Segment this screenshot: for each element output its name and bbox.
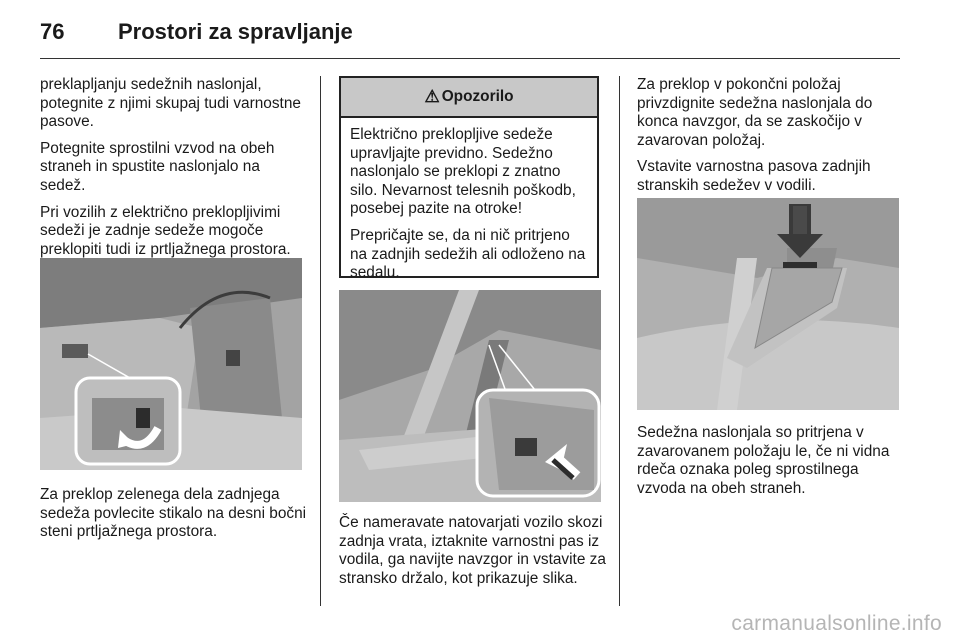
column-divider-2 bbox=[619, 76, 620, 606]
column-1-text bbox=[40, 76, 308, 267]
figure-belt-guide bbox=[637, 198, 899, 410]
paragraph: Pri vozilih z električno preklopljivimi sedeži je zadnje sedeže mogoče preklopiti tudi iz prtljažnega prostora. bbox=[40, 203, 291, 258]
caption-text: Za preklop zelenega dela zadnjega sedeža povlecite stikalo na desni bočni steni prtljažnega prostora. bbox=[40, 486, 307, 541]
belt-guide-illustration bbox=[637, 198, 899, 410]
figure-belt-holder bbox=[339, 290, 601, 502]
paragraph: Vstavite varnostna pasova zadnjih stranskih sedežev v vodili. bbox=[637, 158, 871, 194]
watermark-text: carmanualsonline.info bbox=[731, 612, 942, 635]
warning-title: Opozorilo bbox=[441, 88, 514, 105]
warning-box bbox=[339, 76, 599, 282]
caption-1 bbox=[40, 486, 308, 542]
caption-2 bbox=[339, 514, 607, 588]
warning-paragraph: Električno preklopljive sedeže upravljajte previdno. Sedežno naslonjalo se preklopi z znatno silo. Nevarnost telesnih poškodb, posebej pazite na otroke! bbox=[350, 126, 576, 218]
column-3-text bbox=[637, 76, 907, 204]
caption-text: Če nameravate natovarjati vozilo skozi zadnja vrata, iztaknite varnostni pas iz vodila, ga navijte navzgor in vstavite za stransko držalo, kot prikazuje slika. bbox=[339, 514, 606, 587]
chapter-title: Prostori za spravljanje bbox=[118, 19, 353, 44]
page-number: 76 bbox=[40, 19, 65, 44]
column-divider-1 bbox=[320, 76, 321, 606]
paragraph: Za preklop v pokončni položaj privzdignite sedežna naslonjala do konca navzgor, da se zaskočijo v zavarovan položaj. bbox=[637, 76, 873, 149]
trunk-switch-illustration bbox=[40, 258, 302, 470]
header-divider bbox=[40, 58, 900, 59]
figure-trunk-switch bbox=[40, 258, 302, 470]
caption-text: Sedežna naslonjala so pritrjena v zavarovanem položaju le, če ni vidna rdeča oznaka poleg sprostilnega vzvoda na obeh straneh. bbox=[637, 424, 890, 497]
warning-paragraph: Prepričajte se, da ni nič pritrjeno na zadnjih sedežih ali odloženo na sedalu. bbox=[350, 226, 586, 282]
caption-3 bbox=[637, 424, 907, 498]
paragraph: preklapljanju sedežnih naslonjal, potegnite z njimi skupaj tudi varnostne pasove. bbox=[40, 76, 301, 131]
warning-triangle-icon: ⚠ bbox=[424, 87, 440, 106]
warning-header bbox=[341, 78, 597, 118]
belt-holder-illustration bbox=[339, 290, 601, 502]
paragraph: Potegnite sprostilni vzvod na obeh straneh in spustite naslonjalo na sedež. bbox=[40, 139, 275, 194]
page-header bbox=[40, 14, 353, 50]
warning-body bbox=[341, 118, 597, 283]
